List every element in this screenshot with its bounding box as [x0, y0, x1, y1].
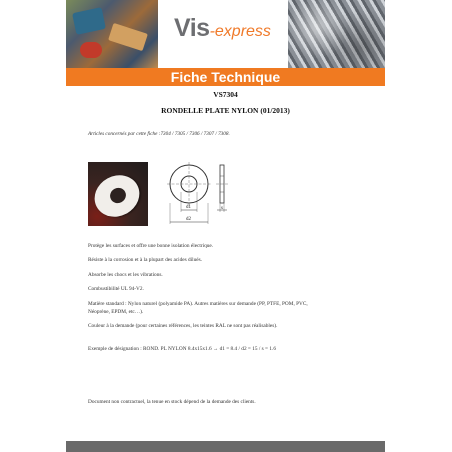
logo-main: Vis	[174, 14, 210, 42]
document-page	[66, 0, 385, 452]
text-combustibility: Combustibilité UL 94-V2.	[88, 286, 144, 292]
footer-bar	[66, 441, 385, 452]
text-corrosion: Résiste à la corrosion et à la plupart des acides dilués.	[88, 257, 202, 263]
brand-logo	[174, 14, 284, 48]
text-material-line1: Matière standard : Nylon naturel (polyamide PA). Autres matières sur demande (PP, PTFE, POM, PVC,	[88, 301, 308, 307]
label-d1: d1	[186, 205, 191, 210]
tools-photo	[66, 0, 158, 68]
washer-photo	[88, 162, 148, 226]
screws-photo	[288, 0, 385, 68]
text-material-line2: Néoprène, EPDM, etc…).	[88, 309, 144, 315]
text-disclaimer: Document non contractuel, la tenue en stock dépend de la demande des clients.	[88, 399, 256, 405]
text-insulation: Protège les surfaces et offre une bonne isolation électrique.	[88, 243, 214, 249]
text-color: Couleur à la demande (pour certaines références, les teintes RAL ne sont pas réalisables).	[88, 323, 278, 329]
text-shocks: Absorbe les chocs et les vibrations.	[88, 272, 163, 278]
banner-title: Fiche Technique	[66, 68, 385, 86]
articles-line: Articles concernés par cette fiche :7304 / 7305 / 7306 / 7307 / 7308.	[88, 131, 230, 137]
product-name: RONDELLE PLATE NYLON (01/2013)	[161, 106, 290, 115]
logo-suffix: -express	[209, 23, 271, 40]
label-d2: d2	[186, 217, 191, 222]
label-s: s	[221, 206, 223, 211]
text-designation-example: Exemple de désignation : ROND. PL NYLON 8.4x15x1.6 → d1 = 8.4 / d2 = 15 / s = 1.6	[88, 346, 276, 352]
washer-technical-drawing	[164, 162, 244, 228]
product-code: VS7304	[213, 90, 238, 99]
header-banner	[66, 0, 385, 68]
